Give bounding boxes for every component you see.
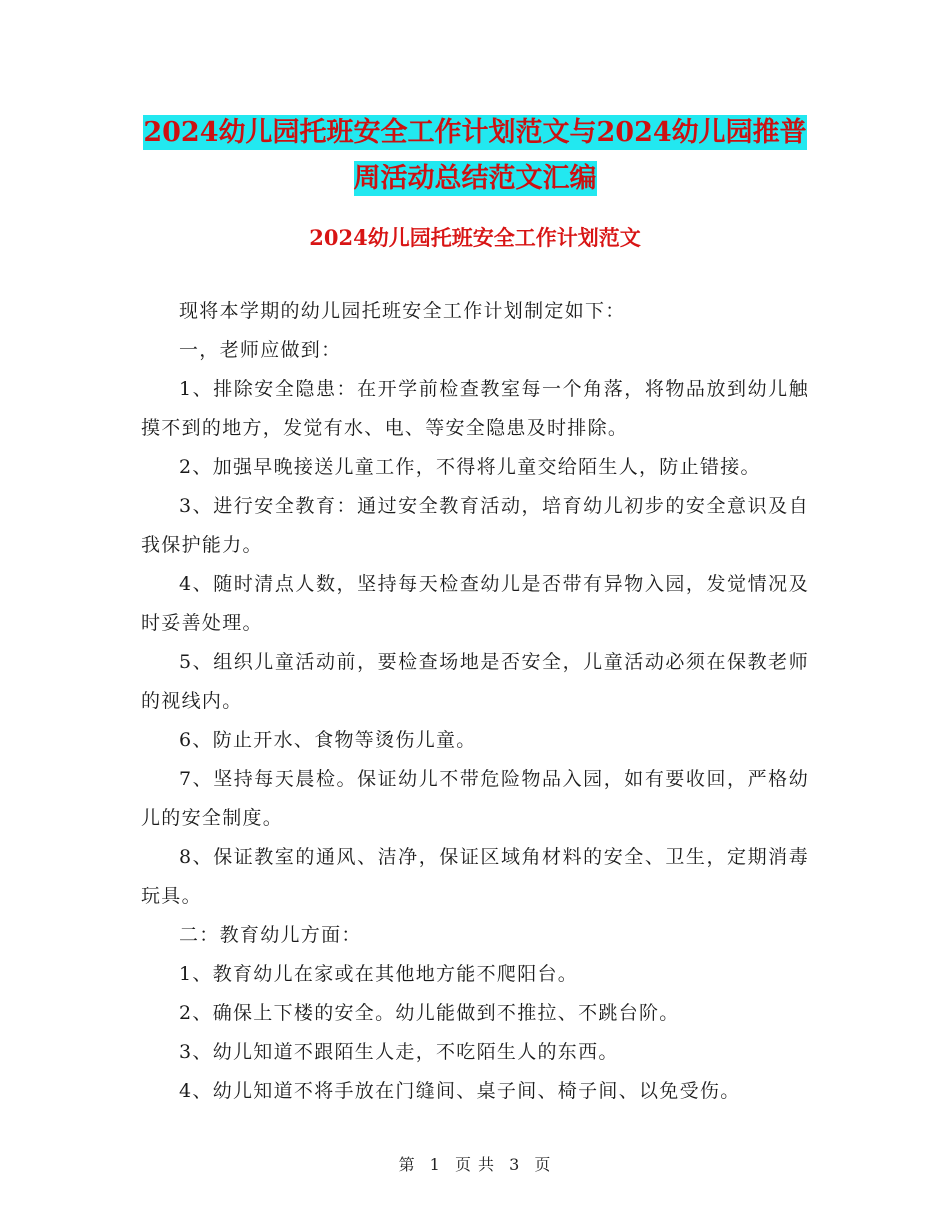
page-footer [0, 1152, 950, 1175]
paragraph: 3、幼儿知道不跟陌生人走，不吃陌生人的东西。 [179, 1041, 619, 1063]
paragraph: 5、组织儿童活动前，要检查场地是否安全，儿童活动必须在保教老师的视线内。 [141, 651, 809, 712]
document-title [140, 110, 810, 202]
paragraph: 二：教育幼儿方面： [179, 924, 362, 946]
document-body [141, 292, 809, 1111]
paragraph: 4、幼儿知道不将手放在门缝间、桌子间、椅子间、以免受伤。 [179, 1080, 741, 1102]
paragraph: 一，老师应做到： [179, 339, 342, 361]
paragraph: 4、随时清点人数，坚持每天检查幼儿是否带有异物入园，发觉情况及时妥善处理。 [141, 573, 809, 634]
paragraph: 8、保证教室的通风、洁净，保证区域角材料的安全、卫生，定期消毒玩具。 [141, 846, 809, 907]
footer-prefix: 第 [398, 1155, 416, 1174]
paragraph: 现将本学期的幼儿园托班安全工作计划制定如下： [179, 300, 626, 322]
footer-suffix: 页 [534, 1155, 552, 1174]
paragraph: 2、加强早晚接送儿童工作，不得将儿童交给陌生人，防止错接。 [179, 456, 761, 478]
paragraph: 3、进行安全教育：通过安全教育活动，培育幼儿初步的安全意识及自我保护能力。 [141, 495, 809, 556]
paragraph: 6、防止开水、食物等烫伤儿童。 [179, 729, 477, 751]
paragraph: 2、确保上下楼的安全。幼儿能做到不推拉、不跳台阶。 [179, 1002, 680, 1024]
section-title: 2024幼儿园托班安全工作计划范文 [309, 225, 641, 250]
title-line-2: 周活动总结范文汇编 [353, 163, 597, 194]
paragraph: 1、排除安全隐患：在开学前检查教室每一个角落，将物品放到幼儿触摸不到的地方，发觉有水、电、等安全隐患及时排除。 [141, 378, 809, 439]
paragraph: 7、坚持每天晨检。保证幼儿不带危险物品入园，如有要收回，严格幼儿的安全制度。 [141, 768, 809, 829]
title-line-1: 2024幼儿园托班安全工作计划范文与2024幼儿园推普 [143, 117, 807, 148]
paragraph: 1、教育幼儿在家或在其他地方能不爬阳台。 [179, 963, 579, 985]
current-page-number: 1 [429, 1155, 441, 1174]
footer-mid: 页 共 [454, 1155, 496, 1174]
total-pages-number: 3 [509, 1155, 521, 1174]
